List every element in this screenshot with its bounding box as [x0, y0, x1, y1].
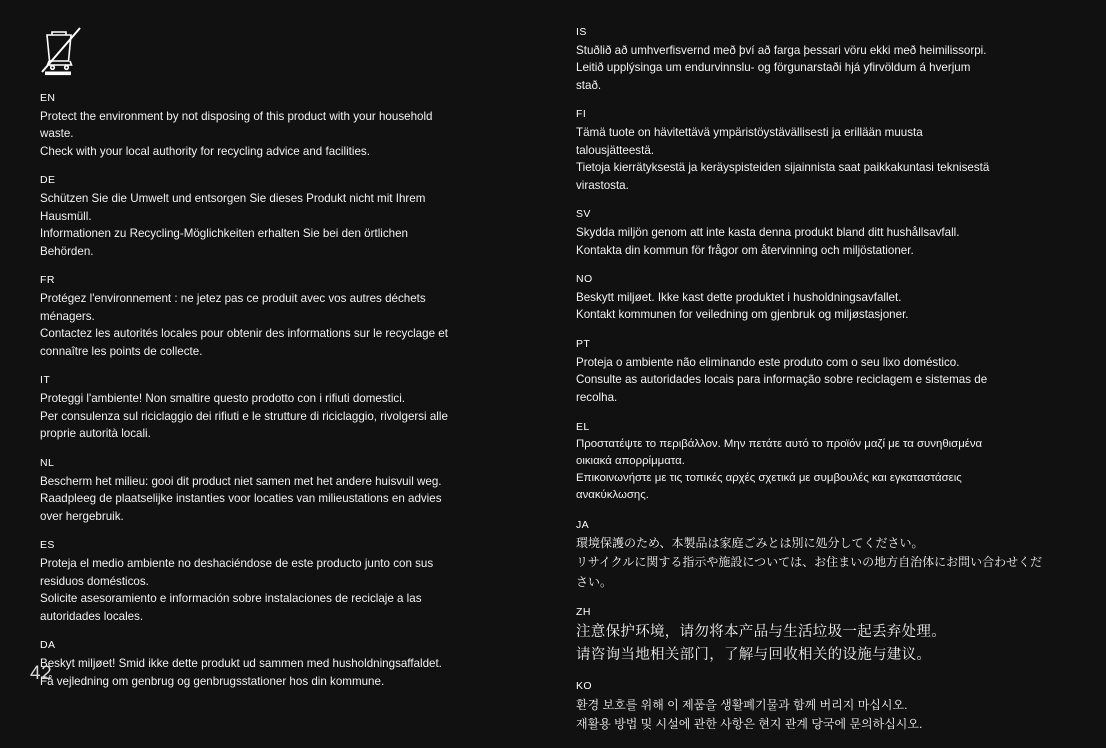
text-line: Protégez l'environnement : ne jetez pas ce produit avec vos autres déchets [40, 292, 426, 306]
language-block-fr [40, 274, 530, 360]
language-text-no [576, 289, 1076, 324]
language-text-fr [40, 290, 530, 360]
text-line: Få vejledning om genbrug og genbrugsstationer hos din kommune. [40, 674, 385, 688]
text-line: Bescherm het milieu: gooi dit product niet samen met het andere huisvuil weg. [40, 474, 442, 488]
language-text-da [40, 655, 530, 690]
text-line: waste. [40, 127, 74, 141]
left-language-column [40, 92, 530, 704]
language-block-el [576, 421, 1076, 505]
text-line: Per consulenza sul riciclaggio dei rifiuti e le strutture di riciclaggio, rivolgersi alle [40, 409, 448, 423]
text-line: over hergebruik. [40, 509, 124, 523]
text-line: Proteggi l'ambiente! Non smaltire questo prodotto con i rifiuti domestici. [40, 392, 406, 406]
text-line: Kontakta din kommun för frågor om återvinning och miljöstationer. [576, 243, 914, 257]
language-code-nl: NL [40, 456, 55, 469]
text-line: ménagers. [40, 309, 95, 323]
language-block-pt [576, 338, 1076, 406]
language-code-pt: PT [576, 338, 591, 351]
language-code-ko: KO [576, 680, 592, 693]
language-text-de [40, 190, 530, 260]
text-line: Proteja el medio ambiente no deshaciéndose de este producto junto con sus [40, 556, 434, 570]
language-block-nl [40, 457, 530, 525]
language-code-fr: FR [40, 274, 55, 287]
language-text-nl [40, 473, 530, 526]
text-line: Protect the environment by not disposing of this product with your household [40, 109, 433, 123]
language-code-zh: ZH [576, 605, 591, 618]
text-line: Επικοινωνήστε με τις τοπικές αρχές σχετικά με συμβουλές και εγκαταστάσεις [576, 472, 962, 485]
language-code-fi: FI [576, 108, 587, 121]
language-text-ja [576, 534, 1076, 592]
language-code-de: DE [40, 174, 56, 187]
text-line: 注意保护环境，请勿将本产品与生活垃圾一起丢弃处理。 [576, 624, 946, 641]
text-line: 재활용 방법 및 시설에 관한 사항은 현지 관계 당국에 문의하십시오. [576, 717, 923, 731]
text-line: residuos domésticos. [40, 574, 149, 588]
text-line: recolha. [576, 390, 618, 404]
language-block-sv [576, 208, 1076, 259]
text-line: Skydda miljön genom att inte kasta denna produkt bland ditt hushållsavfall. [576, 226, 960, 240]
text-line: Check with your local authority for recycling advice and facilities. [40, 144, 370, 158]
language-code-is: IS [576, 26, 587, 38]
text-line: Beskyt miljøet! Smid ikke dette produkt ud sammen med husholdningsaffaldet. [40, 656, 442, 670]
language-text-pt [576, 354, 1076, 407]
language-block-is [576, 26, 1076, 94]
page-number: 42 [30, 663, 53, 684]
text-line: Solicite asesoramiento e información sobre instalaciones de reciclaje a las [40, 592, 422, 606]
language-block-da [40, 639, 530, 690]
text-line: autoridades locales. [40, 609, 144, 623]
text-line: talousjätteestä. [576, 143, 654, 157]
language-text-fi [576, 124, 1076, 194]
text-line: Tämä tuote on hävitettävä ympäristöystävällisesti ja erillään muusta [576, 126, 923, 140]
weee-crossed-out-wheeled-bin-icon [40, 26, 84, 78]
text-line: ανακύκλωσης. [576, 489, 649, 502]
language-code-no: NO [576, 273, 593, 286]
text-line: Proteja o ambiente não eliminando este produto com o seu lixo doméstico. [576, 355, 960, 369]
text-line: Beskytt miljøet. Ikke kast dette produktet i husholdningsavfallet. [576, 290, 902, 304]
language-block-no [576, 273, 1076, 324]
language-block-zh [576, 606, 1076, 667]
language-block-it [40, 374, 530, 442]
text-line: Tietoja kierrätyksestä ja keräyspisteiden sijainnista saat paikkakuntasi teknisestä [576, 161, 990, 175]
right-language-column [576, 26, 1076, 748]
language-code-en: EN [40, 92, 56, 104]
text-line: Stuðlið að umhverfisvernd með því að farga þessari vöru ekki með heimilissorpi. [576, 43, 987, 57]
text-line: Raadpleeg de plaatselijke instanties voor locaties van milieustations en advies [40, 492, 442, 506]
text-line: Consulte as autoridades locais para informação sobre reciclagem e sistemas de [576, 373, 988, 387]
text-line: Schützen Sie die Umwelt und entsorgen Sie dieses Produkt nicht mit Ihrem [40, 192, 426, 206]
text-line: Informationen zu Recycling-Möglichkeiten erhalten Sie bei den örtlichen [40, 227, 408, 241]
language-code-it: IT [40, 374, 51, 387]
text-line: Προστατέψτε το περιβάλλον. Μην πετάτε αυτό το προϊόν μαζί με τα συνηθισμένα [576, 438, 983, 451]
text-line: Behörden. [40, 244, 94, 258]
text-line: Hausmüll. [40, 209, 92, 223]
text-line: さい。 [576, 574, 613, 589]
text-line: Contactez les autorités locales pour obtenir des informations sur le recyclage et [40, 327, 448, 341]
text-line: Kontakt kommunen for veiledning om gjenbruk og miljøstasjoner. [576, 308, 909, 322]
language-text-es [40, 555, 530, 625]
language-code-el: EL [576, 420, 590, 433]
text-line: Leitið upplýsinga um endurvinnslu- og förgunarstaði hjá yfirvöldum á hverjum [576, 61, 971, 75]
text-line: connaître les points de collecte. [40, 344, 203, 358]
language-code-es: ES [40, 539, 55, 552]
language-text-en [40, 108, 530, 161]
language-text-it [40, 390, 530, 443]
text-line: οικιακά απορρίμματα. [576, 455, 685, 468]
language-text-is [576, 42, 1076, 95]
language-block-es [40, 539, 530, 625]
language-code-sv: SV [576, 208, 591, 221]
text-line: virastosta. [576, 178, 629, 192]
text-line: 環境保護のため、本製品は家庭ごみとは別に処分してください。 [576, 536, 924, 551]
language-block-de [40, 174, 530, 260]
text-line: 환경 보호를 위해 이 제품을 생활폐기물과 함께 버리지 마십시오. [576, 697, 908, 712]
language-text-zh [576, 621, 1076, 666]
language-block-ko [576, 680, 1076, 734]
language-text-ko [576, 696, 1076, 734]
language-code-da: DA [40, 639, 56, 652]
language-block-ja [576, 519, 1076, 592]
text-line: 请咨询当地相关部门，了解与回收相关的设施与建议。 [576, 646, 932, 663]
language-text-el [576, 436, 1076, 504]
text-line: proprie autorità locali. [40, 427, 151, 441]
language-block-fi [576, 108, 1076, 194]
language-text-sv [576, 224, 1076, 259]
text-line: リサイクルに関する指示や施設については、お住まいの地方自治体にお問い合わせくだ [576, 555, 1043, 570]
language-code-ja: JA [576, 518, 590, 531]
language-block-en [40, 92, 530, 160]
text-line: stað. [576, 78, 602, 92]
